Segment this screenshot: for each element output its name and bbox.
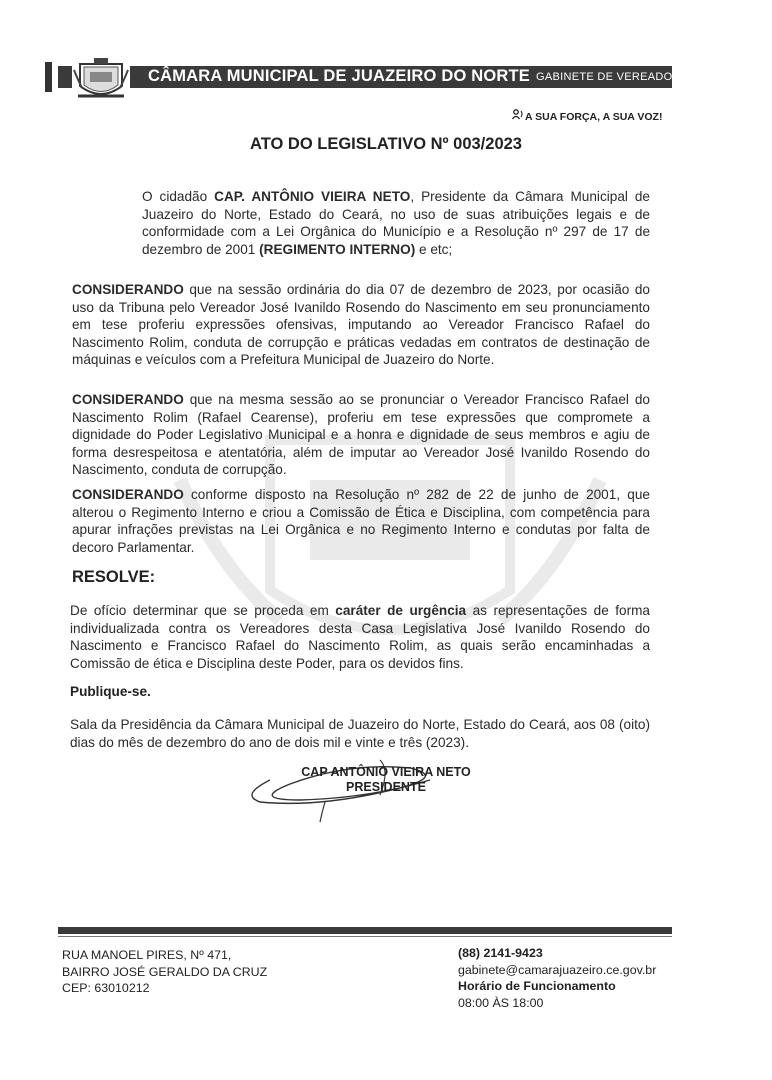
considerando-paragraph-1: CONSIDERANDO que na sessão ordinária do dia 07 de dezembro de 2023, por ocasião do uso da Tribuna pelo Vereador José Ivanildo Rosendo do Nascimento em seu pronunciamento em tese proferiu expressões ofensivas, imputando ao Vereador Francisco Rafael do Nascimento Rolim, conduta de corrupção e práticas vedadas em contratos de destinação de máquinas e veículos com a Prefeitura Municipal de Juazeiro do Norte. (72, 282, 650, 368)
signatory-role: PRESIDENTE (346, 780, 426, 794)
publique-se: Publique-se. (70, 684, 151, 699)
hours-label: Horário de Funcionamento (458, 979, 616, 994)
considerando-paragraph-2: CONSIDERANDO que na mesma sessão ao se pronunciar o Vereador Francisco Rafael do Nascimento Rolim (Rafael Cearense), proferiu em tese expressões que compromete a dignidade do Poder Legislativo Municipal e a honra e dignidade de seus membros e agiu de forma desrespeitosa e atentatória, além de imputar ao Vereador José Ivanildo Rosendo do Nascimento, conduta de corrupção. (72, 392, 650, 478)
closing-paragraph: Sala da Presidência da Câmara Municipal de Juazeiro do Norte, Estado do Ceará, aos 08 (oito) dias do mês de dezembro do ano de dois mil e vinte e três (2023). (70, 717, 650, 750)
resolution-paragraph: De ofício determinar que se proceda em caráter de urgência as representações de forma individualizada contra os Vereadores desta Casa Legislativa José Ivanildo Rosendo do Nascimento e Francisco Rafael do Nascimento Rolim, as quais serão encaminhadas a Comissão de ética e Disciplina deste Poder, para os devidos fins. (70, 603, 650, 671)
microphone-person-icon (512, 109, 524, 123)
slogan (512, 109, 662, 123)
address-cep: CEP: 63010212 (62, 981, 150, 996)
address-line-1: RUA MANOEL PIRES, Nº 471, (62, 948, 232, 962)
header-title: CÂMARA MUNICIPAL DE JUAZEIRO DO NORTE (148, 67, 531, 85)
resolve-heading: RESOLVE: (72, 568, 156, 586)
footer-address (62, 947, 267, 997)
slogan-text: A SUA FORÇA, A SUA VOZ! (525, 111, 663, 123)
footer-divider (58, 927, 672, 934)
contact-email: gabinete@camarajuazeiro.ce.gov.br (458, 962, 657, 977)
footer-contact (458, 945, 656, 1011)
contact-phone: (88) 2141-9423 (458, 946, 543, 960)
header-left-mark (45, 62, 52, 92)
intro-paragraph: O cidadão CAP. ANTÔNIO VIEIRA NETO, Presidente da Câmara Municipal de Juazeiro do Norte, Estado do Ceará, no uso de suas atribuições legais e de conformidade com a Lei Orgânica do Município e a Resolução nº 297 de 17 de dezembro de 2001 (REGIMENTO INTERNO) e etc; (142, 189, 650, 257)
footer-divider-thin (58, 936, 672, 937)
address-line-2: BAIRRO JOSÉ GERALDO DA CRUZ (62, 964, 268, 979)
considerando-paragraph-3: CONSIDERANDO conforme disposto na Resolução nº 282 de 22 de junho de 2001, que alterou o Regimento Interno e criou a Comissão de Ética e Disciplina, com competência para apurar infrações previstas na Lei Orgânica e no Regimento Interno e condutas por falta de decoro Parlamentar. (72, 487, 650, 555)
header-subtitle: GABINETE DE VEREADOR (536, 71, 681, 83)
municipal-seal-icon (72, 56, 130, 104)
hours-value: 08:00 ÀS 18:00 (458, 995, 544, 1010)
signatory-name: CAP ANTÔNIO VIEIRA NETO (301, 765, 471, 779)
document-title: ATO DO LEGISLATIVO Nº 003/2023 (250, 135, 522, 153)
